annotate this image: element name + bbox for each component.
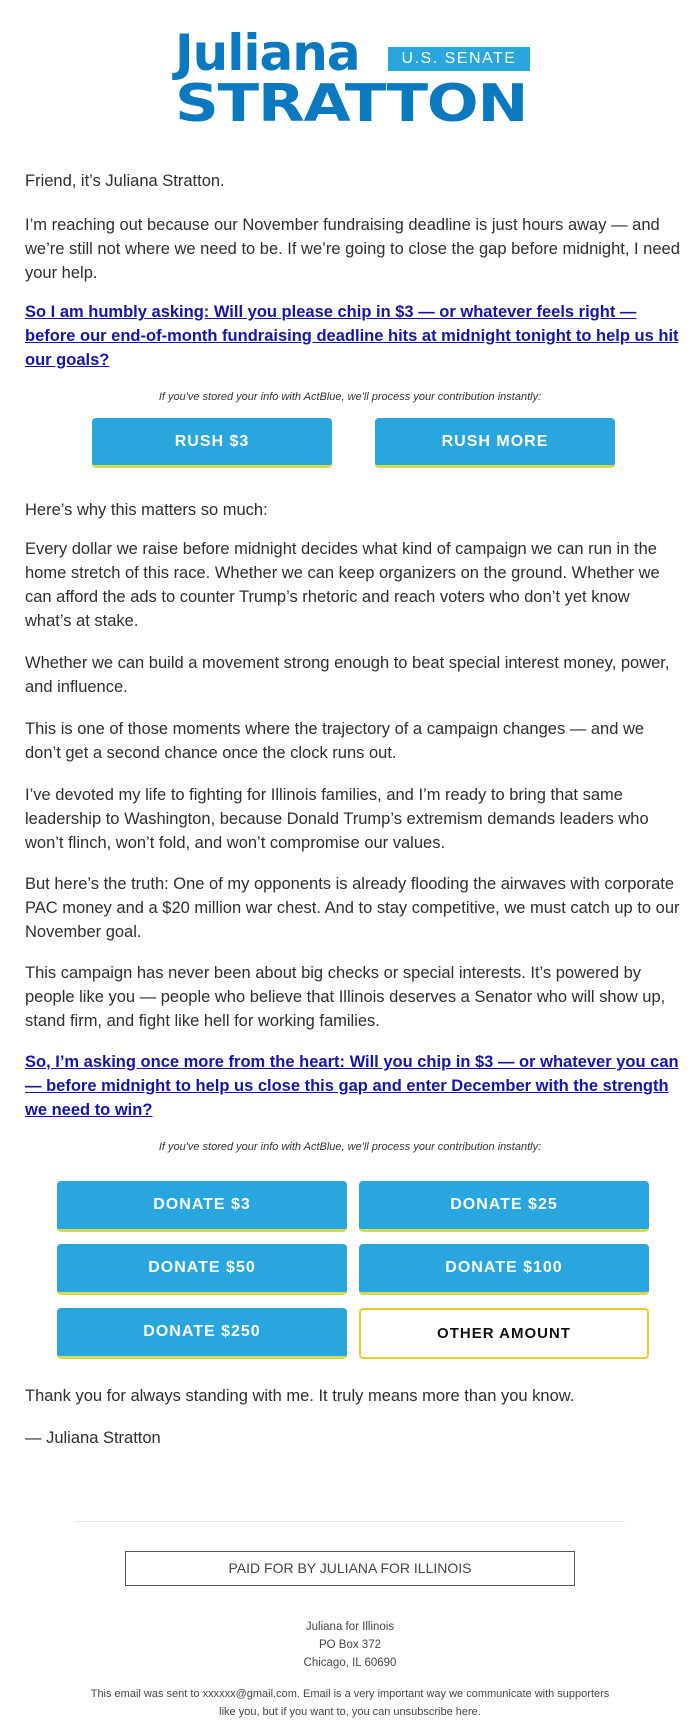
logo-last-name: STRATTON bbox=[175, 74, 528, 134]
donate-ask-link-1[interactable]: So I am humbly asking: Will you please chip in $3 — or whatever feels right — before our end-of-month fundraising deadline hits at midnight tonight to help us hit our goals? bbox=[25, 303, 679, 369]
donate-100-button[interactable]: DONATE $100 bbox=[359, 1244, 649, 1295]
rush-more-button[interactable]: RUSH MORE bbox=[375, 418, 615, 468]
donate-250-button[interactable]: DONATE $250 bbox=[57, 1308, 347, 1359]
campaign-logo bbox=[175, 24, 535, 134]
signoff: — Juliana Stratton bbox=[25, 1429, 161, 1447]
donate-50-button[interactable]: DONATE $50 bbox=[57, 1244, 347, 1295]
donate-ask-link-2[interactable]: So, I’m asking once more from the heart: Will you chip in $3 — or whatever you can — before midnight to help us close this gap and enter December with the strength we need to win? bbox=[25, 1053, 679, 1119]
paragraph-why: Here’s why this matters so much: bbox=[25, 501, 268, 519]
logo-first-name: Juliana bbox=[175, 24, 360, 82]
rush-3-button[interactable]: RUSH $3 bbox=[92, 418, 332, 468]
donate-3-button[interactable]: DONATE $3 bbox=[57, 1181, 347, 1232]
paragraph-deadline: I’m reaching out because our November fundraising deadline is just hours away — and we’re still not where we need to be. If we’re going to close the gap before midnight, I need your help. bbox=[25, 216, 680, 282]
footer-divider bbox=[75, 1521, 625, 1522]
logo-senate-badge: U.S. SENATE bbox=[388, 47, 530, 71]
donate-25-button[interactable]: DONATE $25 bbox=[359, 1181, 649, 1232]
actblue-note-2: If you've stored your info with ActBlue, we'll process your contribution instantly: bbox=[158, 1141, 542, 1153]
footer-sent-suffix: . Email is a very important way we communicate with supporters like you, but if you want to, you can unsubscribe here. bbox=[219, 1688, 610, 1718]
footer-po-box: PO Box 372 bbox=[318, 1639, 381, 1651]
footer-sent-prefix: This email was sent to bbox=[90, 1688, 203, 1700]
paragraph-campaign: This campaign has never been about big checks or special interests. It’s powered by people like you — people who believe that Illinois deserves a Senator who will show up, stand firm, and fight like hell for working families. bbox=[25, 964, 666, 1030]
paragraph-devoted: I’ve devoted my life to fighting for Illinois families, and I’m ready to bring that same leadership to Washington, because Donald Trump’s extremism demands leaders who won’t flinch, won’t fold, and won’t compromise our values. bbox=[25, 786, 649, 852]
paragraph-truth: But here’s the truth: One of my opponents is already flooding the airwaves with corporate PAC money and a $20 million war chest. And to stay competitive, we must catch up to our November goal. bbox=[25, 875, 680, 941]
footer-city: Chicago, IL 60690 bbox=[303, 1657, 397, 1669]
thank-you-text: Thank you for always standing with me. It truly means more than you know. bbox=[25, 1387, 575, 1405]
footer-sent-to bbox=[90, 1685, 610, 1721]
footer-org: Juliana for Illinois bbox=[305, 1621, 395, 1633]
paragraph-every-dollar: Every dollar we raise before midnight decides what kind of campaign we can run in the home stretch of this race. Whether we can keep organizers on the ground. Whether we can afford the ads to counter Trump’s rhetoric and reach voters who don’t yet know what’s at stake. bbox=[25, 540, 660, 630]
greeting: Friend, it’s Juliana Stratton. bbox=[25, 172, 225, 190]
paid-for-disclaimer: PAID FOR BY JULIANA FOR ILLINOIS bbox=[125, 1551, 575, 1586]
paragraph-moment: This is one of those moments where the trajectory of a campaign changes — and we don’t get a second chance once the clock runs out. bbox=[25, 720, 645, 762]
actblue-note: If you've stored your info with ActBlue, we'll process your contribution instantly: bbox=[158, 391, 542, 403]
paragraph-movement: Whether we can build a movement strong enough to beat special interest money, power, and influence. bbox=[25, 654, 670, 696]
footer-email: xxxxxx@gmail.com bbox=[202, 1688, 297, 1700]
other-amount-button[interactable]: OTHER AMOUNT bbox=[359, 1308, 649, 1359]
